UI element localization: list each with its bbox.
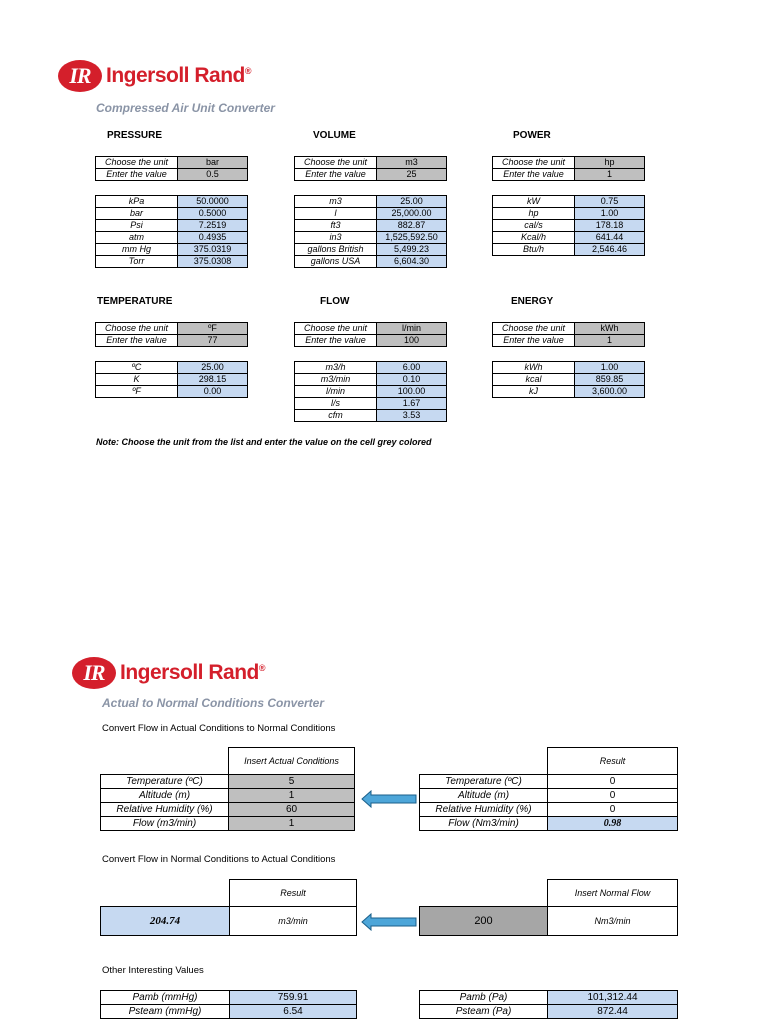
table-row <box>96 208 248 220</box>
unit-value: 25,000.00 <box>377 208 447 220</box>
power-title: POWER <box>513 130 551 141</box>
insert-unit: Nm3/min <box>548 907 678 936</box>
unit-value: 3,600.00 <box>575 386 645 398</box>
value-label: Psteam (mmHg) <box>101 1005 230 1019</box>
flow-input-table <box>294 322 447 347</box>
a2n-caption: Convert Flow in Actual Conditions to Normal Conditions <box>102 723 336 734</box>
page-subtitle: Compressed Air Unit Converter <box>96 101 275 115</box>
table-row <box>295 256 447 268</box>
pressure-title: PRESSURE <box>107 130 163 141</box>
table-row <box>493 362 645 374</box>
energy-value-input[interactable]: 1 <box>575 335 645 347</box>
unit-value: 25.00 <box>178 362 248 374</box>
unit-value: 3.53 <box>377 410 447 422</box>
temperature-value-input[interactable]: 77 <box>178 335 248 347</box>
table-row <box>96 362 248 374</box>
normal-flow-result: 0.98 <box>548 817 678 831</box>
table-row <box>420 775 678 789</box>
unit-label: m3 <box>295 196 377 208</box>
value-cell: 101,312.44 <box>548 991 678 1005</box>
unit-label: kWh <box>493 362 575 374</box>
unit-value: 50.0000 <box>178 196 248 208</box>
unit-value: 1,525,592.50 <box>377 232 447 244</box>
table-row <box>96 196 248 208</box>
unit-label: K <box>96 374 178 386</box>
table-row <box>420 1005 678 1019</box>
enter-value-label: Enter the value <box>493 169 575 181</box>
unit-value: 1.00 <box>575 362 645 374</box>
enter-value-label: Enter the value <box>96 169 178 181</box>
normal-result-table <box>419 747 678 831</box>
unit-value: 859.85 <box>575 374 645 386</box>
condition-label: Relative Humidity (%) <box>420 803 548 817</box>
insert-normal-header: Insert Normal Flow <box>548 880 678 907</box>
temperature-title: TEMPERATURE <box>97 296 173 307</box>
unit-value: 0.10 <box>377 374 447 386</box>
volume-results-table <box>294 195 447 268</box>
unit-value: 298.15 <box>178 374 248 386</box>
energy-title: ENERGY <box>511 296 554 307</box>
power-input-table <box>492 156 645 181</box>
table-row <box>493 208 645 220</box>
choose-unit-label: Choose the unit <box>295 323 377 335</box>
other-values-caption: Other Interesting Values <box>102 965 204 976</box>
table-row <box>295 244 447 256</box>
table-row <box>493 244 645 256</box>
table-row <box>493 386 645 398</box>
temperature-unit-select[interactable]: ºF <box>178 323 248 335</box>
table-row <box>493 232 645 244</box>
brand-logo: IR Ingersoll Rand® <box>72 657 265 689</box>
temperature-input[interactable]: 5 <box>229 775 355 789</box>
unit-label: m3/h <box>295 362 377 374</box>
unit-value: 178.18 <box>575 220 645 232</box>
condition-label: Temperature (ºC) <box>420 775 548 789</box>
unit-value: 100.00 <box>377 386 447 398</box>
table-row <box>295 410 447 422</box>
result-value: 0 <box>548 775 678 789</box>
unit-label: Kcal/h <box>493 232 575 244</box>
usage-note: Note: Choose the unit from the list and enter the value on the cell grey colored <box>96 437 432 447</box>
unit-label: atm <box>96 232 178 244</box>
choose-unit-label: Choose the unit <box>493 323 575 335</box>
power-unit-select[interactable]: hp <box>575 157 645 169</box>
table-row <box>101 817 355 831</box>
unit-value: 1.00 <box>575 208 645 220</box>
energy-results-table <box>492 361 645 398</box>
table-row <box>295 386 447 398</box>
unit-value: 0.75 <box>575 196 645 208</box>
normal-flow-input[interactable]: 200 <box>420 907 548 936</box>
unit-label: gallons British <box>295 244 377 256</box>
choose-unit-label: Choose the unit <box>493 157 575 169</box>
unit-label: gallons USA <box>295 256 377 268</box>
other-values-right-table <box>419 990 678 1019</box>
pressure-input-table <box>95 156 248 181</box>
condition-label: Flow (Nm3/min) <box>420 817 548 831</box>
unit-value: 6,604.30 <box>377 256 447 268</box>
table-row <box>96 256 248 268</box>
unit-label: l/s <box>295 398 377 410</box>
unit-label: m3/min <box>295 374 377 386</box>
table-row <box>101 1005 357 1019</box>
volume-title: VOLUME <box>313 130 356 141</box>
unit-label: kcal <box>493 374 575 386</box>
value-cell: 759.91 <box>230 991 357 1005</box>
unit-value: 375.0319 <box>178 244 248 256</box>
unit-label: Btu/h <box>493 244 575 256</box>
unit-label: in3 <box>295 232 377 244</box>
table-row <box>101 803 355 817</box>
pressure-unit-select[interactable]: bar <box>178 157 248 169</box>
value-cell: 872.44 <box>548 1005 678 1019</box>
table-row <box>295 232 447 244</box>
unit-label: mm Hg <box>96 244 178 256</box>
condition-label: Altitude (m) <box>101 789 229 803</box>
energy-input-table <box>492 322 645 347</box>
condition-label: Flow (m3/min) <box>101 817 229 831</box>
actual-result-table <box>100 879 357 936</box>
unit-label: kJ <box>493 386 575 398</box>
result-value: 0 <box>548 789 678 803</box>
table-row <box>295 398 447 410</box>
volume-input-table <box>294 156 447 181</box>
power-value-input[interactable]: 1 <box>575 169 645 181</box>
arrow-left-icon <box>361 790 417 808</box>
flow-results-table <box>294 361 447 422</box>
temperature-results-table <box>95 361 248 398</box>
unit-value: 5,499.23 <box>377 244 447 256</box>
choose-unit-label: Choose the unit <box>96 323 178 335</box>
result-header: Result <box>548 748 678 775</box>
unit-value: 2,546.46 <box>575 244 645 256</box>
value-label: Pamb (mmHg) <box>101 991 230 1005</box>
energy-unit-select[interactable]: kWh <box>575 323 645 335</box>
table-row <box>420 817 678 831</box>
unit-label: kPa <box>96 196 178 208</box>
table-row <box>96 374 248 386</box>
temperature-input-table <box>95 322 248 347</box>
condition-label: Relative Humidity (%) <box>101 803 229 817</box>
condition-label: Temperature (ºC) <box>101 775 229 789</box>
table-row <box>493 220 645 232</box>
choose-unit-label: Choose the unit <box>295 157 377 169</box>
arrow-left-icon <box>361 913 417 931</box>
unit-label: ft3 <box>295 220 377 232</box>
unit-value: 0.4935 <box>178 232 248 244</box>
unit-label: Torr <box>96 256 178 268</box>
table-row <box>420 803 678 817</box>
table-row <box>96 220 248 232</box>
table-row <box>295 374 447 386</box>
n2a-caption: Convert Flow in Normal Conditions to Actual Conditions <box>102 854 336 865</box>
unit-label: ºF <box>96 386 178 398</box>
flow-unit-select[interactable]: l/min <box>377 323 447 335</box>
unit-label: l <box>295 208 377 220</box>
unit-value: 25.00 <box>377 196 447 208</box>
altitude-input[interactable]: 1 <box>229 789 355 803</box>
unit-label: ºC <box>96 362 178 374</box>
value-label: Pamb (Pa) <box>420 991 548 1005</box>
table-row <box>101 991 357 1005</box>
insert-normal-table <box>419 879 678 936</box>
unit-value: 641.44 <box>575 232 645 244</box>
enter-value-label: Enter the value <box>295 335 377 347</box>
brand-logo: IR Ingersoll Rand® <box>58 60 251 92</box>
table-row <box>295 196 447 208</box>
unit-label: cal/s <box>493 220 575 232</box>
table-row <box>493 196 645 208</box>
unit-value: 882.87 <box>377 220 447 232</box>
choose-unit-label: Choose the unit <box>96 157 178 169</box>
other-values-left-table <box>100 990 357 1019</box>
table-row <box>295 208 447 220</box>
unit-value: 6.00 <box>377 362 447 374</box>
pressure-results-table <box>95 195 248 268</box>
unit-value: 375.0308 <box>178 256 248 268</box>
table-row <box>101 775 355 789</box>
unit-label: l/min <box>295 386 377 398</box>
insert-actual-header: Insert Actual Conditions <box>229 748 355 775</box>
unit-label: hp <box>493 208 575 220</box>
brand-name: Ingersoll Rand <box>106 64 245 87</box>
enter-value-label: Enter the value <box>96 335 178 347</box>
actual-conditions-table <box>100 747 355 831</box>
volume-value-input[interactable]: 25 <box>377 169 447 181</box>
ir-logo-icon: IR <box>72 657 116 689</box>
unit-value: 0.5000 <box>178 208 248 220</box>
actual-flow-result: 204.74 <box>101 907 230 936</box>
unit-label: kW <box>493 196 575 208</box>
table-row <box>295 220 447 232</box>
unit-value: 1.67 <box>377 398 447 410</box>
condition-label: Altitude (m) <box>420 789 548 803</box>
result-unit: m3/min <box>230 907 357 936</box>
unit-label: bar <box>96 208 178 220</box>
value-label: Psteam (Pa) <box>420 1005 548 1019</box>
table-row <box>420 789 678 803</box>
pressure-value-input[interactable]: 0.5 <box>178 169 248 181</box>
unit-label: cfm <box>295 410 377 422</box>
power-results-table <box>492 195 645 256</box>
humidity-input[interactable]: 60 <box>229 803 355 817</box>
enter-value-label: Enter the value <box>493 335 575 347</box>
enter-value-label: Enter the value <box>295 169 377 181</box>
table-row <box>96 232 248 244</box>
result-value: 0 <box>548 803 678 817</box>
brand-name: Ingersoll Rand <box>120 661 259 684</box>
section-subtitle: Actual to Normal Conditions Converter <box>102 696 325 710</box>
table-row <box>295 362 447 374</box>
unit-label: Psi <box>96 220 178 232</box>
result-header: Result <box>230 880 357 907</box>
table-row <box>493 374 645 386</box>
table-row <box>96 244 248 256</box>
value-cell: 6.54 <box>230 1005 357 1019</box>
unit-value: 0.00 <box>178 386 248 398</box>
table-row <box>420 991 678 1005</box>
table-row <box>101 789 355 803</box>
unit-value: 7.2519 <box>178 220 248 232</box>
ir-logo-icon: IR <box>58 60 102 92</box>
volume-unit-select[interactable]: m3 <box>377 157 447 169</box>
flow-value-input[interactable]: 100 <box>377 335 447 347</box>
flow-title: FLOW <box>320 296 350 307</box>
table-row <box>96 386 248 398</box>
flow-input[interactable]: 1 <box>229 817 355 831</box>
